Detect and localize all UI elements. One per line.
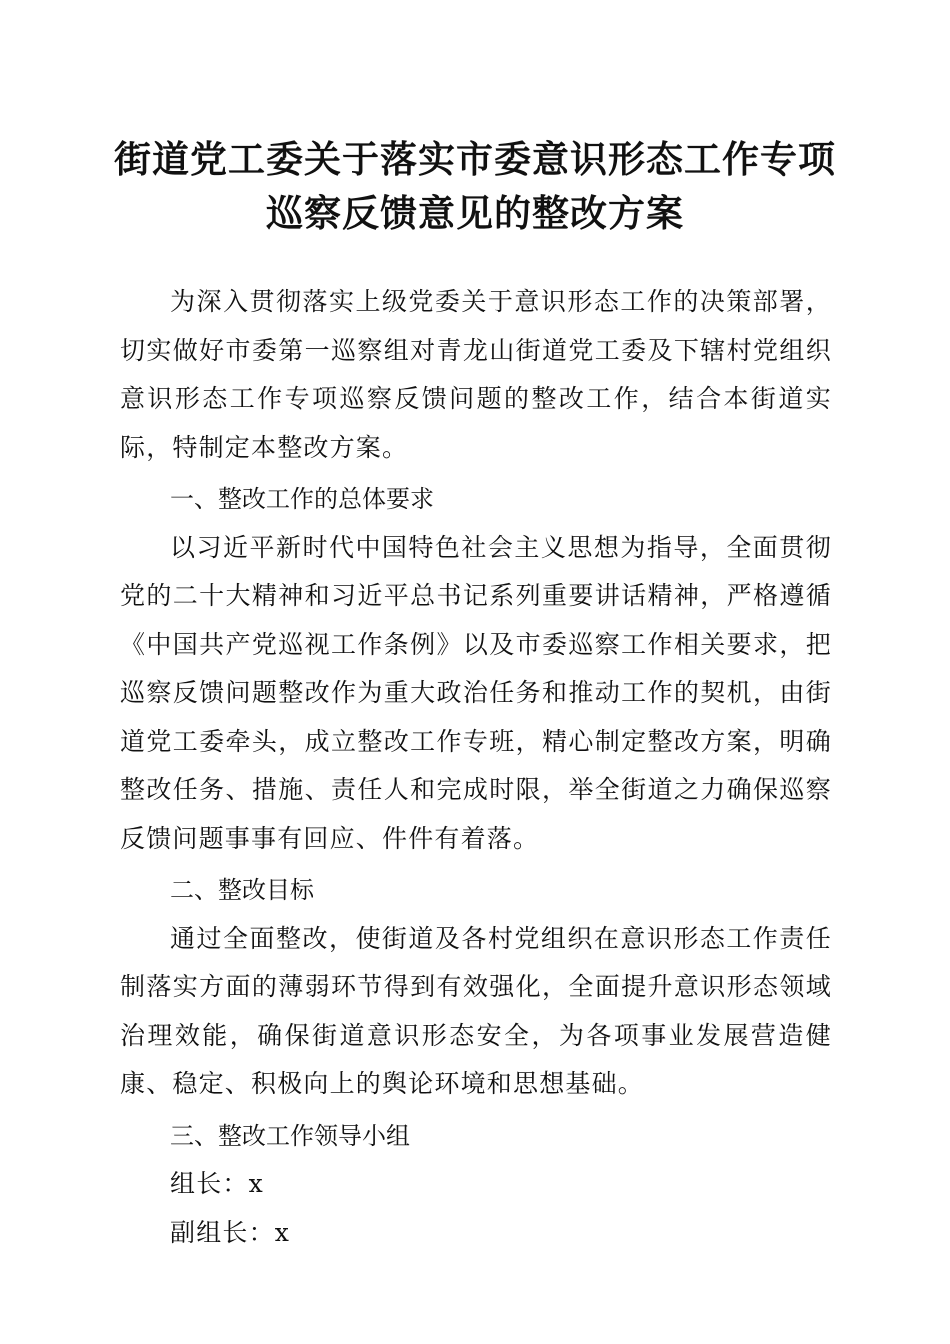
goals-paragraph: 通过全面整改，使街道及各村党组织在意识形态工作责任制落实方面的薄弱环节得到有效强化，全面提升意识形态领域治理效能，确保街道意识形态安全，为各项事业发展营造健康、稳定、积极向上的舆论环境和思想基础。 — [120, 923, 832, 1098]
document-body — [120, 278, 832, 1257]
section-heading-requirements: 一、整改工作的总体要求 — [170, 485, 434, 513]
intro-paragraph: 为深入贯彻落实上级党委关于意识形态工作的决策部署，切实做好市委第一巡察组对青龙山街道党工委及下辖村党组织意识形态工作专项巡察反馈问题的整改工作，结合本街道实际，特制定本整改方案。 — [120, 287, 832, 462]
section-heading-goals: 二、整改目标 — [170, 876, 314, 904]
deputy-leader-line: 副组长：x — [170, 1217, 291, 1247]
document-title: 街道党工委关于落实市委意识形态工作专项巡察反馈意见的整改方案 — [114, 137, 836, 235]
section-heading-leadership-group: 三、整改工作领导小组 — [170, 1121, 410, 1150]
group-leader-line: 组长：x — [170, 1169, 264, 1198]
requirements-paragraph: 以习近平新时代中国特色社会主义思想为指导，全面贯彻党的二十大精神和习近平总书记系列重要讲话精神，严格遵循《中国共产党巡视工作条例》以及市委巡察工作相关要求，把巡察反馈问题整改作为重大政治任务和推动工作的契机，由街道党工委牵头，成立整改工作专班，精心制定整改方案，明确整改任务、措施、责任人和完成时限，举全街道之力确保巡察反馈问题事事有回应、件件有着落。 — [120, 532, 832, 853]
